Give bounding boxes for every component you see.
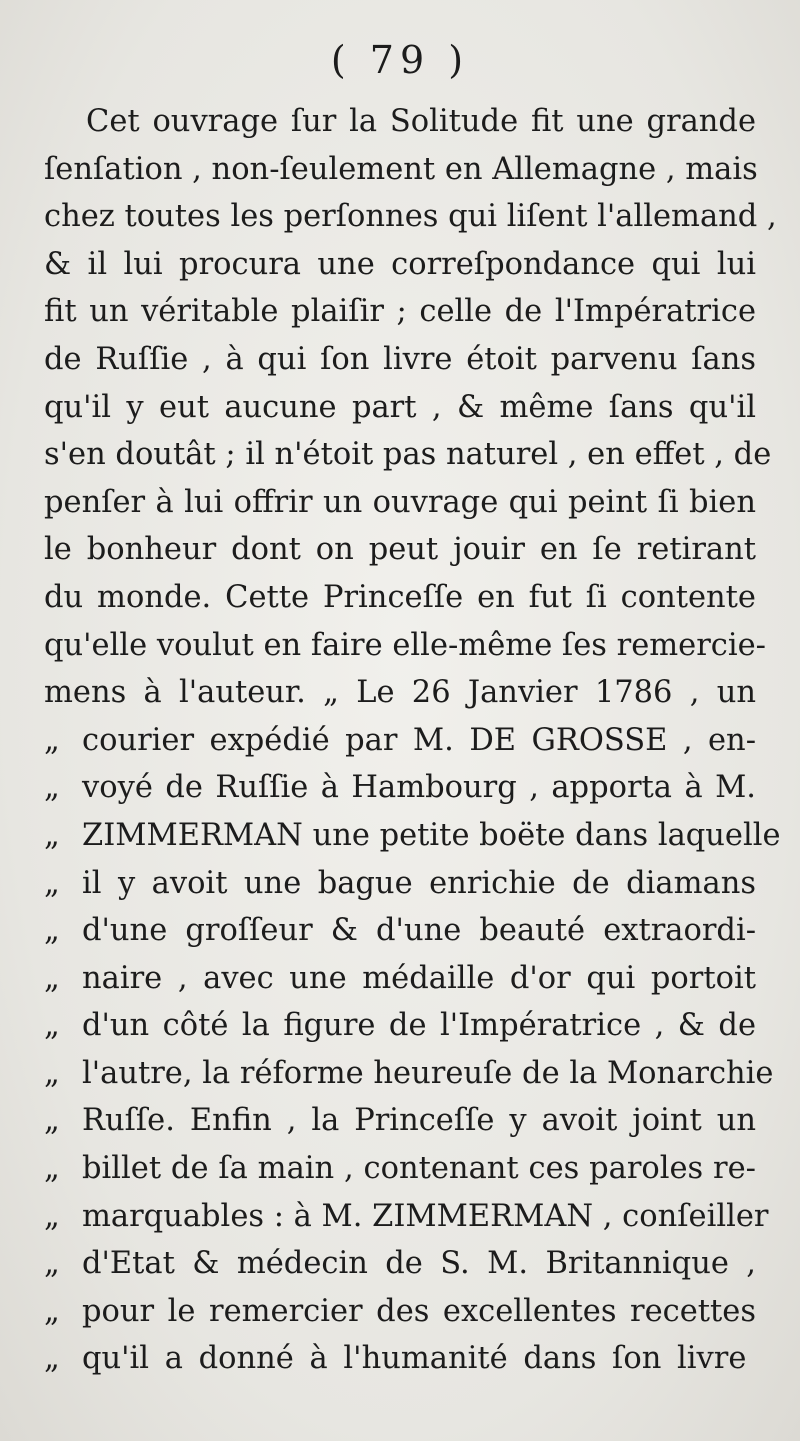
quote-mark: „	[44, 1246, 60, 1282]
text-line: mens à l'auteur. „ Le 26 Janvier 1786 , un	[44, 675, 756, 711]
quoted-line	[44, 717, 756, 765]
text-line: qu'elle voulut en faire elle-même ſes remercie-	[44, 627, 766, 663]
body-text	[44, 98, 781, 1383]
quote-mark: „	[44, 1293, 60, 1329]
quoted-line	[44, 860, 756, 908]
text-line: ſenſation , non-ſeulement en Allemagne , mais	[44, 151, 758, 187]
quoted-line	[44, 1002, 756, 1050]
quoted-text: courier expédié par M. DE GROSSE , en-	[82, 722, 756, 758]
text-line: Cet ouvrage ſur la Solitude fit une grande	[86, 104, 756, 139]
quoted-text: billet de ſa main , contenant ces paroles re-	[82, 1151, 756, 1187]
quote-mark: „	[44, 770, 60, 806]
text-line: & il lui procura une correſpondance qui lui	[44, 246, 756, 282]
quote-mark: „	[44, 1008, 60, 1044]
quoted-text: pour le remercier des excellentes recettes	[82, 1293, 756, 1329]
text-line: du monde. Cette Princeſſe en fut ſi contente	[44, 579, 756, 615]
quoted-text: ZIMMERMAN une petite boëte dans laquelle	[82, 817, 781, 853]
quoted-line	[44, 764, 756, 812]
quote-mark: „	[44, 960, 60, 996]
quote-mark: „	[44, 1151, 60, 1187]
text-line: le bonheur dont on peut jouir en ſe retirant	[44, 532, 756, 568]
quoted-line	[44, 1097, 756, 1145]
quoted-line	[44, 812, 781, 860]
quote-mark: „	[44, 913, 60, 949]
quoted-text: l'autre, la réforme heureuſe de la Monarchie	[82, 1055, 774, 1091]
quoted-line	[44, 1193, 769, 1241]
text-line: qu'il y eut aucune part , & même ſans qu'il	[44, 389, 756, 425]
quoted-line	[44, 1335, 756, 1383]
quoted-text: naire , avec une médaille d'or qui portoit	[82, 960, 756, 996]
quoted-text: d'Etat & médecin de S. M. Britannique ,	[82, 1246, 756, 1282]
quoted-text: d'un côté la figure de l'Impératrice , & de	[82, 1008, 756, 1044]
quoted-text: marquables : à M. ZIMMERMAN , conſeiller	[82, 1198, 769, 1234]
quote-mark: „	[44, 1103, 60, 1139]
page-number: ( 79 )	[330, 38, 470, 82]
text-line: de Ruſſie , à qui ſon livre étoit parvenu ſans	[44, 341, 756, 377]
quoted-text: voyé de Ruſſie à Hambourg , apporta à M.	[82, 770, 756, 806]
quoted-line	[44, 907, 756, 955]
quote-mark: „	[44, 817, 60, 853]
quoted-text: qu'il a donné à l'humanité dans ſon livre	[82, 1341, 747, 1377]
quoted-line	[44, 1240, 756, 1288]
quoted-text: d'une groſſeur & d'une beauté extraordi-	[82, 913, 756, 949]
quote-mark: „	[44, 722, 60, 758]
quoted-text: Ruſſe. Enfin , la Princeſſe y avoit joint un	[82, 1103, 756, 1139]
text-line: chez toutes les perſonnes qui liſent l'allemand ,	[44, 199, 777, 235]
text-line: fit un véritable plaiſir ; celle de l'Impératrice	[44, 294, 756, 330]
quote-mark: „	[44, 1198, 60, 1234]
quote-mark: „	[44, 1055, 60, 1091]
quote-mark: „	[44, 1341, 60, 1377]
text-line: penſer à lui offrir un ouvrage qui peint ſi bien	[44, 484, 756, 520]
quoted-text: il y avoit une bague enrichie de diamans	[82, 865, 756, 901]
quoted-line	[44, 1288, 756, 1336]
quoted-line	[44, 1050, 774, 1098]
quoted-line	[44, 1145, 756, 1193]
quoted-line	[44, 955, 756, 1003]
text-line: s'en doutât ; il n'étoit pas naturel , en effet , de	[44, 437, 772, 473]
quote-mark: „	[44, 865, 60, 901]
